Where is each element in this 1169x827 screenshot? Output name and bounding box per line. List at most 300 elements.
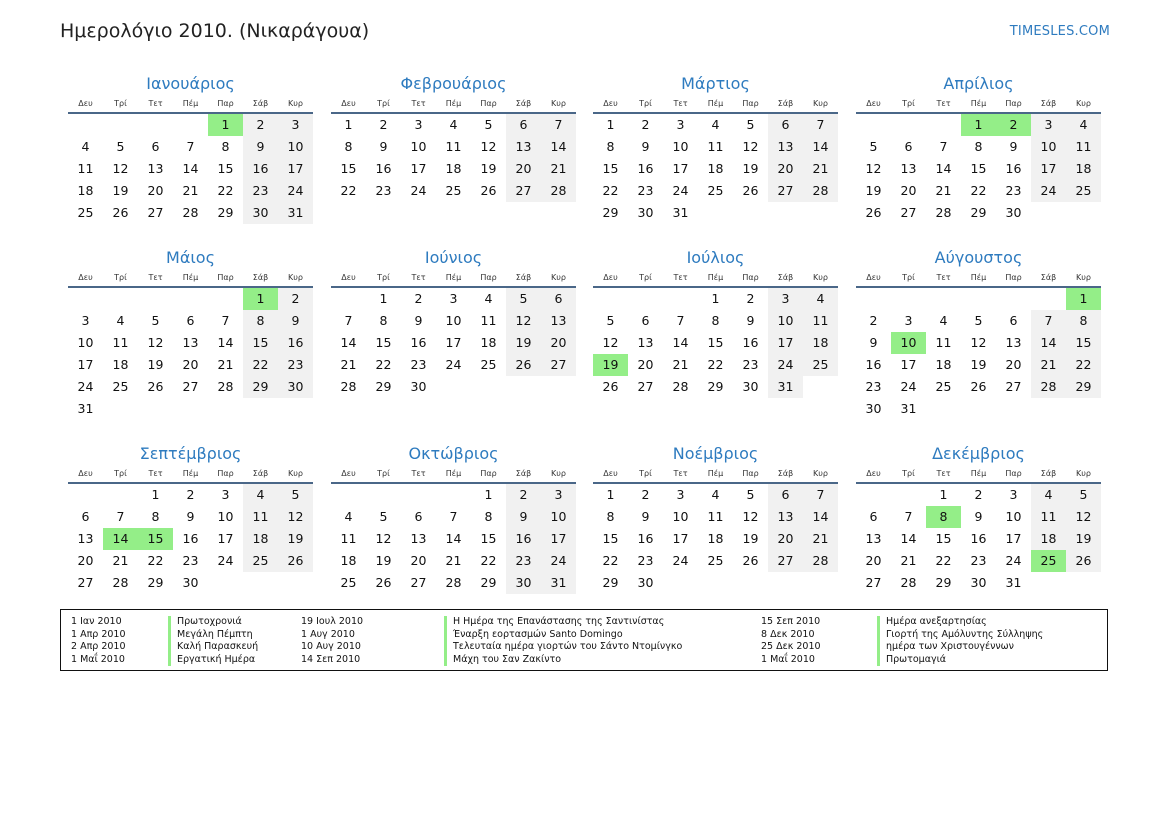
- days-grid: [68, 288, 313, 420]
- day-cell: 28: [445, 575, 462, 590]
- weekday-label: Δευ: [866, 469, 881, 478]
- day-cell: 18: [935, 357, 952, 372]
- weekday-label: Τρί: [114, 469, 127, 478]
- weekday-label: Δευ: [78, 469, 93, 478]
- day-cell: 12: [742, 139, 759, 154]
- day-cell: 25: [935, 379, 952, 394]
- day-cell: 23: [637, 553, 654, 568]
- weekday-label: Δευ: [341, 469, 356, 478]
- weekday-label: Σάβ: [252, 469, 269, 478]
- day-cell: 29: [243, 376, 278, 398]
- day-cell: 28: [541, 180, 576, 202]
- day-cell: 7: [449, 509, 458, 524]
- day-cell: 12: [970, 335, 987, 350]
- day-cell: 28: [340, 379, 357, 394]
- day-cell: 8: [243, 310, 278, 332]
- day-cell: 7: [186, 139, 195, 154]
- day-cell: 18: [445, 161, 462, 176]
- day-cell: 25: [340, 575, 357, 590]
- day-cell: 25: [445, 183, 462, 198]
- day-cell: 9: [1009, 139, 1018, 154]
- day-cell: 25: [480, 357, 497, 372]
- day-cell: 13: [768, 506, 803, 528]
- day-cell: 13: [1005, 335, 1022, 350]
- day-cell: 18: [77, 183, 94, 198]
- day-cell: 10: [410, 139, 427, 154]
- day-cell: 16: [182, 531, 199, 546]
- day-cell: 29: [602, 575, 619, 590]
- days-grid: [68, 114, 313, 224]
- weekday-label: Κυρ: [1076, 469, 1091, 478]
- day-cell: 27: [77, 575, 94, 590]
- day-cell: 17: [278, 158, 313, 180]
- day-cell: 16: [637, 531, 654, 546]
- day-cell: 25: [707, 183, 724, 198]
- empty-cell: [68, 484, 103, 506]
- day-cell: 24: [672, 553, 689, 568]
- day-cell: 15: [602, 161, 619, 176]
- weekday-label: Δευ: [603, 273, 618, 282]
- day-cell: 14: [217, 335, 234, 350]
- day-cell: 20: [865, 553, 882, 568]
- day-cell: 1: [344, 117, 353, 132]
- day-cell: 7: [803, 484, 838, 506]
- day-cell: 3: [768, 288, 803, 310]
- empty-cell: [401, 484, 436, 506]
- day-cell: 25: [1066, 180, 1101, 202]
- weekday-label: Σάβ: [1040, 99, 1057, 108]
- day-cell: 27: [147, 205, 164, 220]
- weekday-header: [331, 271, 576, 285]
- day-cell: 1: [484, 487, 493, 502]
- day-cell: 5: [869, 139, 878, 154]
- day-cell: 26: [970, 379, 987, 394]
- day-cell: 1: [151, 487, 160, 502]
- day-cell: 30: [742, 379, 759, 394]
- weekday-label: Παρ: [480, 99, 497, 108]
- month-name: Αύγουστος: [934, 248, 1023, 267]
- legend-holiday-name: Μεγάλη Πέμπτη: [168, 629, 258, 642]
- weekday-label: Σάβ: [1040, 273, 1057, 282]
- day-cell: 16: [1005, 161, 1022, 176]
- day-cell: 27: [506, 180, 541, 202]
- day-cell: 29: [1066, 376, 1101, 398]
- day-cell: 17: [1031, 158, 1066, 180]
- empty-cell: [663, 288, 698, 310]
- empty-cell: [366, 484, 401, 506]
- day-cell: 21: [672, 357, 689, 372]
- month-name: Μάρτιος: [681, 74, 750, 93]
- empty-cell: [173, 114, 208, 136]
- day-cell: 13: [541, 310, 576, 332]
- month-block: [856, 73, 1101, 224]
- day-cell: 16: [375, 161, 392, 176]
- day-cell: 7: [344, 313, 353, 328]
- empty-cell: [1031, 288, 1066, 310]
- weekday-label: Παρ: [217, 99, 234, 108]
- day-cell: 3: [1009, 487, 1018, 502]
- weekday-label: Δευ: [603, 469, 618, 478]
- day-cell: 13: [865, 531, 882, 546]
- day-cell: 8: [484, 509, 493, 524]
- day-cell: 9: [506, 506, 541, 528]
- month-name: Απρίλιος: [943, 74, 1014, 93]
- day-cell: 8: [379, 313, 388, 328]
- day-cell: 13: [506, 136, 541, 158]
- day-cell: 14: [340, 335, 357, 350]
- month-name: Δεκέμβριος: [932, 444, 1025, 463]
- day-cell: 9: [641, 139, 650, 154]
- day-cell: 10: [1005, 509, 1022, 524]
- month-name: Μάιος: [166, 248, 215, 267]
- day-cell: 2: [379, 117, 388, 132]
- month-block: [593, 73, 838, 224]
- day-cell: 16: [506, 528, 541, 550]
- day-cell: 27: [865, 575, 882, 590]
- holiday-day-cell: 1: [1066, 288, 1101, 310]
- day-cell: 11: [340, 531, 357, 546]
- legend-date: 25 Δεκ 2010: [761, 641, 821, 653]
- day-cell: 29: [935, 575, 952, 590]
- day-cell: 17: [900, 357, 917, 372]
- day-cell: 29: [970, 205, 987, 220]
- weekday-label: Παρ: [1005, 99, 1022, 108]
- day-cell: 14: [803, 506, 838, 528]
- weekday-label: Πέμ: [182, 99, 199, 108]
- month-block: [856, 247, 1101, 420]
- holiday-day-cell: 1: [243, 288, 278, 310]
- day-cell: 21: [900, 553, 917, 568]
- weekday-label: Τετ: [148, 273, 163, 282]
- day-cell: 5: [278, 484, 313, 506]
- day-cell: 8: [974, 139, 983, 154]
- days-grid: [856, 288, 1101, 420]
- days-grid: [331, 484, 576, 594]
- day-cell: 21: [1031, 354, 1066, 376]
- day-cell: 30: [506, 572, 541, 594]
- day-cell: 15: [217, 161, 234, 176]
- days-grid: [593, 484, 838, 594]
- weekday-header: [593, 467, 838, 481]
- day-cell: 9: [243, 136, 278, 158]
- empty-cell: [926, 288, 961, 310]
- legend-holiday-name: Πρωτοχρονιά: [168, 616, 258, 629]
- day-cell: 14: [803, 136, 838, 158]
- day-cell: 24: [1005, 553, 1022, 568]
- legend-date: 8 Δεκ 2010: [761, 628, 815, 640]
- day-cell: 15: [707, 335, 724, 350]
- day-cell: 21: [340, 357, 357, 372]
- weekday-label: Τρί: [114, 273, 127, 282]
- empty-cell: [331, 288, 366, 310]
- day-cell: 27: [637, 379, 654, 394]
- day-cell: 5: [974, 313, 983, 328]
- day-cell: 5: [746, 487, 755, 502]
- empty-cell: [628, 288, 663, 310]
- day-cell: 9: [414, 313, 423, 328]
- weekday-label: Παρ: [1005, 273, 1022, 282]
- day-cell: 12: [375, 531, 392, 546]
- empty-cell: [103, 484, 138, 506]
- day-cell: 16: [637, 161, 654, 176]
- day-cell: 10: [278, 136, 313, 158]
- weekday-label: Πέμ: [182, 469, 199, 478]
- day-cell: 20: [77, 553, 94, 568]
- weekday-label: Παρ: [480, 469, 497, 478]
- day-cell: 24: [217, 553, 234, 568]
- day-cell: 9: [641, 509, 650, 524]
- day-cell: 7: [116, 509, 125, 524]
- day-cell: 16: [410, 335, 427, 350]
- day-cell: 14: [445, 531, 462, 546]
- day-cell: 20: [506, 158, 541, 180]
- day-cell: 4: [116, 313, 125, 328]
- weekday-label: Κυρ: [288, 469, 303, 478]
- day-cell: 31: [541, 572, 576, 594]
- empty-cell: [103, 114, 138, 136]
- empty-cell: [103, 288, 138, 310]
- day-cell: 3: [904, 313, 913, 328]
- page-title: Ημερολόγιο 2010. (Νικαράγουα): [60, 20, 370, 42]
- day-cell: 19: [278, 528, 313, 550]
- day-cell: 10: [672, 509, 689, 524]
- day-cell: 26: [147, 379, 164, 394]
- day-cell: 21: [182, 183, 199, 198]
- weekday-label: Κυρ: [288, 273, 303, 282]
- day-cell: 7: [221, 313, 230, 328]
- empty-cell: [926, 114, 961, 136]
- day-cell: 10: [1031, 136, 1066, 158]
- day-cell: 13: [768, 136, 803, 158]
- day-cell: 2: [186, 487, 195, 502]
- weekday-label: Δευ: [603, 99, 618, 108]
- day-cell: 15: [935, 531, 952, 546]
- day-cell: 26: [1066, 550, 1101, 572]
- day-cell: 2: [243, 114, 278, 136]
- weekday-label: Τρί: [902, 469, 915, 478]
- day-cell: 6: [869, 509, 878, 524]
- weekday-header: [593, 271, 838, 285]
- day-cell: 20: [410, 553, 427, 568]
- empty-cell: [996, 288, 1031, 310]
- day-cell: 28: [803, 550, 838, 572]
- weekday-label: Σάβ: [777, 469, 794, 478]
- weekday-label: Πέμ: [970, 99, 987, 108]
- days-grid: [331, 288, 576, 398]
- day-cell: 29: [480, 575, 497, 590]
- day-cell: 21: [217, 357, 234, 372]
- day-cell: 11: [803, 310, 838, 332]
- legend-date: 1 Απρ 2010: [71, 628, 126, 640]
- day-cell: 21: [112, 553, 129, 568]
- day-cell: 27: [900, 205, 917, 220]
- empty-cell: [138, 114, 173, 136]
- weekday-label: Τρί: [114, 99, 127, 108]
- day-cell: 6: [904, 139, 913, 154]
- holiday-legend: [60, 609, 1108, 671]
- day-cell: 18: [1066, 158, 1101, 180]
- day-cell: 8: [221, 139, 230, 154]
- day-cell: 12: [112, 161, 129, 176]
- day-cell: 6: [768, 114, 803, 136]
- day-cell: 30: [243, 202, 278, 224]
- day-cell: 6: [768, 484, 803, 506]
- day-cell: 14: [900, 531, 917, 546]
- empty-cell: [891, 484, 926, 506]
- day-cell: 4: [711, 117, 720, 132]
- empty-cell: [173, 288, 208, 310]
- day-cell: 18: [707, 161, 724, 176]
- day-cell: 28: [1031, 376, 1066, 398]
- day-cell: 26: [742, 553, 759, 568]
- legend-date: 1 Ιαν 2010: [71, 616, 122, 627]
- day-cell: 26: [506, 354, 541, 376]
- weekday-label: Δευ: [78, 99, 93, 108]
- weekday-label: Κυρ: [1076, 273, 1091, 282]
- holiday-day-cell: 25: [1031, 550, 1066, 572]
- day-cell: 4: [1031, 484, 1066, 506]
- day-cell: 17: [541, 528, 576, 550]
- legend-date: 14 Σεπ 2010: [301, 653, 361, 665]
- day-cell: 9: [869, 335, 878, 350]
- weekday-label: Κυρ: [551, 99, 566, 108]
- day-cell: 25: [112, 379, 129, 394]
- day-cell: 10: [541, 506, 576, 528]
- day-cell: 23: [243, 180, 278, 202]
- weekday-label: Πέμ: [707, 273, 724, 282]
- day-cell: 22: [243, 354, 278, 376]
- day-cell: 9: [379, 139, 388, 154]
- day-cell: 29: [147, 575, 164, 590]
- day-cell: 30: [970, 575, 987, 590]
- day-cell: 28: [182, 205, 199, 220]
- empty-cell: [208, 288, 243, 310]
- empty-cell: [856, 288, 891, 310]
- weekday-label: Πέμ: [970, 273, 987, 282]
- day-cell: 12: [506, 310, 541, 332]
- day-cell: 14: [541, 136, 576, 158]
- day-cell: 5: [746, 117, 755, 132]
- holiday-day-cell: 1: [208, 114, 243, 136]
- day-cell: 4: [81, 139, 90, 154]
- day-cell: 8: [1066, 310, 1101, 332]
- legend-name-column: [168, 616, 258, 666]
- day-cell: 2: [641, 117, 650, 132]
- day-cell: 4: [803, 288, 838, 310]
- weekday-label: Κυρ: [813, 273, 828, 282]
- weekday-label: Τετ: [411, 469, 426, 478]
- weekday-header: [331, 467, 576, 481]
- legend-date: 1 Μαΐ 2010: [71, 653, 125, 665]
- day-cell: 3: [676, 117, 685, 132]
- weekday-label: Τετ: [673, 99, 688, 108]
- day-cell: 1: [606, 117, 615, 132]
- day-cell: 2: [506, 484, 541, 506]
- day-cell: 23: [1005, 183, 1022, 198]
- weekday-label: Σάβ: [515, 273, 532, 282]
- day-cell: 12: [147, 335, 164, 350]
- legend-holiday-name: Εργατική Ημέρα: [168, 654, 258, 667]
- day-cell: 19: [970, 357, 987, 372]
- day-cell: 6: [414, 509, 423, 524]
- day-cell: 12: [278, 506, 313, 528]
- weekday-label: Πέμ: [445, 469, 462, 478]
- empty-cell: [891, 114, 926, 136]
- day-cell: 25: [707, 553, 724, 568]
- month-block: [593, 443, 838, 594]
- day-cell: 29: [217, 205, 234, 220]
- day-cell: 1: [606, 487, 615, 502]
- day-cell: 22: [147, 553, 164, 568]
- day-cell: 24: [445, 357, 462, 372]
- day-cell: 23: [410, 357, 427, 372]
- weekday-label: Τετ: [936, 273, 951, 282]
- legend-name-column: [877, 616, 1043, 666]
- day-cell: 4: [939, 313, 948, 328]
- day-cell: 10: [445, 313, 462, 328]
- day-cell: 9: [186, 509, 195, 524]
- weekday-label: Πέμ: [970, 469, 987, 478]
- legend-holiday-name: ημέρα των Χριστουγέννων: [877, 641, 1043, 654]
- weekday-label: Σάβ: [515, 469, 532, 478]
- holiday-day-cell: 10: [891, 332, 926, 354]
- holiday-day-cell: 19: [593, 354, 628, 376]
- empty-cell: [68, 288, 103, 310]
- day-cell: 6: [151, 139, 160, 154]
- day-cell: 29: [375, 379, 392, 394]
- day-cell: 26: [480, 183, 497, 198]
- day-cell: 17: [1005, 531, 1022, 546]
- weekday-label: Τρί: [639, 273, 652, 282]
- day-cell: 11: [1066, 136, 1101, 158]
- day-cell: 20: [1005, 357, 1022, 372]
- legend-holiday-name: Μάχη του Σαν Ζακίντο: [444, 654, 682, 667]
- weekday-header: [68, 271, 313, 285]
- day-cell: 6: [1009, 313, 1018, 328]
- day-cell: 26: [742, 183, 759, 198]
- day-cell: 17: [445, 335, 462, 350]
- weekday-label: Κυρ: [813, 469, 828, 478]
- day-cell: 22: [602, 183, 619, 198]
- day-cell: 7: [676, 313, 685, 328]
- day-cell: 23: [637, 183, 654, 198]
- day-cell: 8: [606, 139, 615, 154]
- day-cell: 22: [935, 553, 952, 568]
- weekday-label: Σάβ: [252, 99, 269, 108]
- day-cell: 8: [606, 509, 615, 524]
- day-cell: 11: [935, 335, 952, 350]
- day-cell: 21: [803, 158, 838, 180]
- day-cell: 10: [672, 139, 689, 154]
- days-grid: [68, 484, 313, 594]
- day-cell: 17: [77, 357, 94, 372]
- day-cell: 26: [375, 575, 392, 590]
- weekday-label: Παρ: [1005, 469, 1022, 478]
- weekday-label: Τρί: [377, 469, 390, 478]
- day-cell: 25: [243, 550, 278, 572]
- holiday-day-cell: 8: [926, 506, 961, 528]
- holiday-day-cell: 1: [961, 114, 996, 136]
- day-cell: 20: [900, 183, 917, 198]
- day-cell: 28: [672, 379, 689, 394]
- legend-date: 2 Απρ 2010: [71, 641, 126, 653]
- site-link[interactable]: TIMESLES.COM: [1009, 24, 1110, 39]
- weekday-label: Τρί: [639, 99, 652, 108]
- day-cell: 11: [77, 161, 94, 176]
- day-cell: 22: [1066, 354, 1101, 376]
- weekday-label: Πέμ: [445, 99, 462, 108]
- weekday-label: Τρί: [902, 99, 915, 108]
